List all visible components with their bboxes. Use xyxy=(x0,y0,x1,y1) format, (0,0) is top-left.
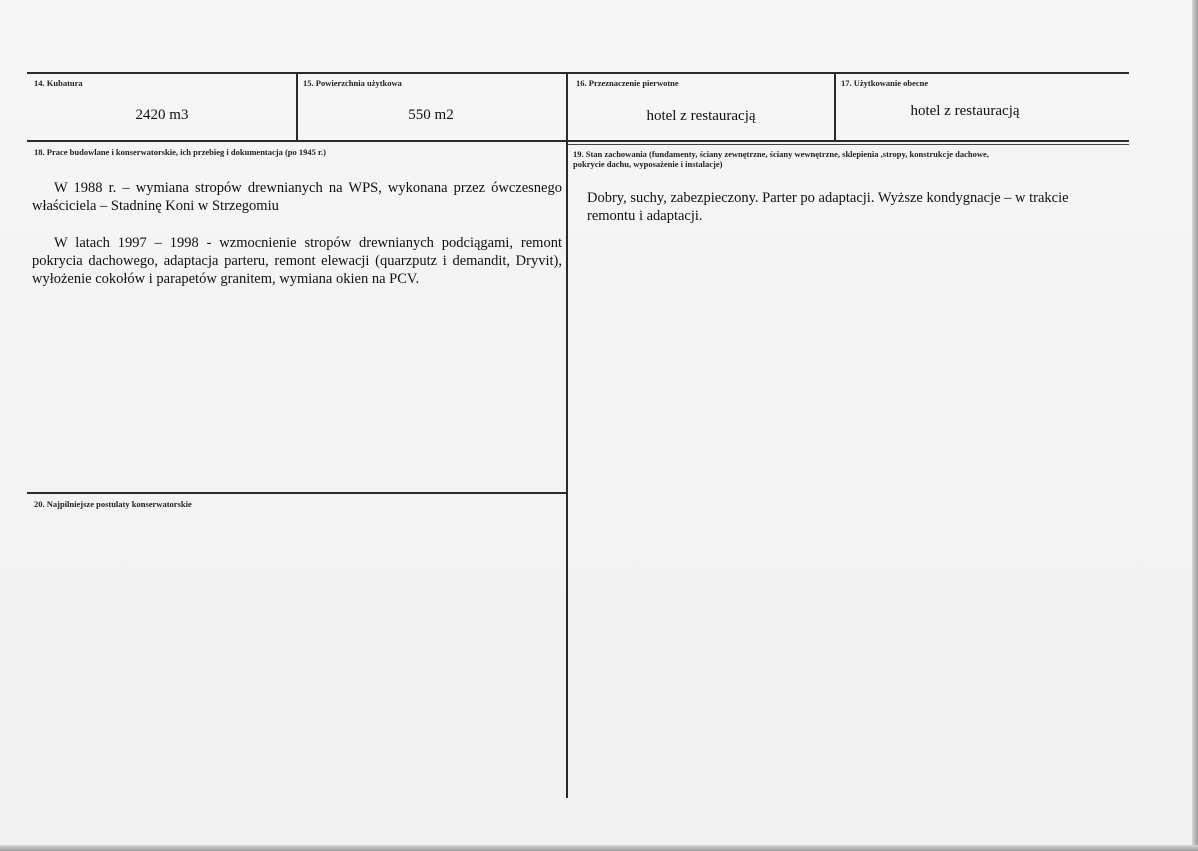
field-19-text: Dobry, suchy, zabezpieczony. Parter po adaptacji. Wyższe kondygnacje – w trakcie remontu i adaptacji. xyxy=(587,190,1069,224)
field-19-label-line-2: pokrycie dachu, wyposażenie i instalacje) xyxy=(573,159,723,169)
scan-edge-right xyxy=(1192,0,1198,851)
field-14-label: 14. Kubatura xyxy=(34,78,83,88)
field-17-label: 17. Użytkowanie obecne xyxy=(841,78,929,88)
field-14-value: 2420 m3 xyxy=(135,107,189,123)
field-15-value: 550 m2 xyxy=(408,107,454,123)
field-16-value: hotel z restauracją xyxy=(646,108,756,124)
row-divider-double xyxy=(567,144,1129,145)
row-divider xyxy=(27,140,1129,142)
field-17-value: hotel z restauracją xyxy=(910,103,1020,119)
field-18-label: 18. Prace budowlane i konserwatorskie, ich przebieg i dokumentacja (po 1945 r.) xyxy=(34,147,326,157)
field-20-label: 20. Najpilniejsze postulaty konserwatorskie xyxy=(34,499,192,509)
field-18-paragraph-1: W 1988 r. – wymiana stropów drewnianych na WPS, wykonana przez ówczesnego właściciela – Stadninę Koni w Strzegomiu xyxy=(32,180,562,214)
divider-18-20 xyxy=(27,492,567,494)
field-19-label-line-1: 19. Stan zachowania (fundamenty, ściany zewnętrzne, ściany wewnętrzne, sklepienia ,stropy, konstrukcje dachowe, xyxy=(573,149,989,159)
field-15-label: 15. Powierzchnia użytkowa xyxy=(303,78,402,88)
field-16-label: 16. Przeznaczenie pierwotne xyxy=(576,78,679,88)
divider-15-16 xyxy=(566,73,568,798)
field-18-paragraph-2: W latach 1997 – 1998 - wzmocnienie stropów drewnianych podciągami, remont pokrycia dachowego, adaptacja parteru, remont elewacji (quarzputz i demandit, Dryvit), wyłożenie cokołów i parapetów granitem, wymiana okien na PCV. xyxy=(32,235,562,287)
scan-edge-bottom xyxy=(0,845,1198,851)
top-rule xyxy=(27,72,1129,74)
